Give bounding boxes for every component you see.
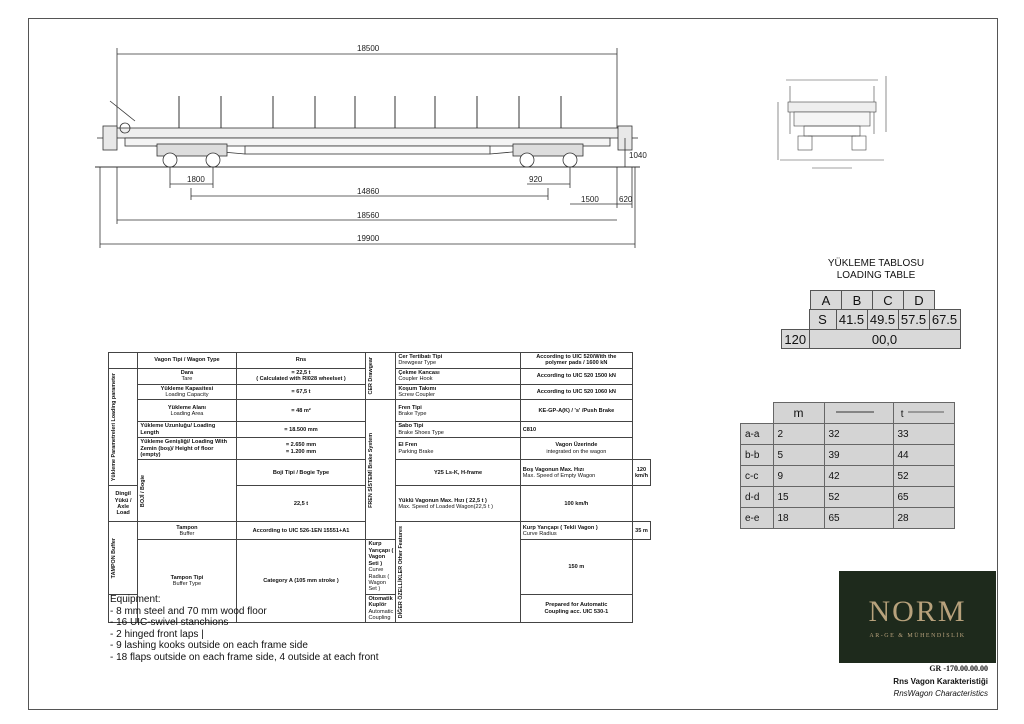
spec-bogie-type-value: Y25 Ls-K, H-frame <box>396 460 520 486</box>
spec-bogie-type: Boji Tipi / Bogie Type <box>236 460 366 486</box>
load-s-B: 49.5 <box>867 310 898 330</box>
equipment-item: - 18 flaps outside on each frame side, 4 outside at each front <box>110 651 379 663</box>
spec-loading-length-value: = 18.500 mm <box>236 422 366 438</box>
equipment-item: - 9 lashing kooks outside on each frame side <box>110 640 308 652</box>
spec-curve-set-value: 150 m <box>520 540 632 594</box>
load-row-120-label: 120 <box>782 330 810 349</box>
group-bogie: BOJİ / Bogie <box>138 460 236 522</box>
spec-brake-type: Fren Tipi Brake Type <box>396 400 520 422</box>
spec-tare-value: = 22,5 t ( Calculated with RI028 wheelset ) <box>236 368 366 384</box>
spec-buffer-value: According to UIC 526-1EN 15551+A1 <box>236 522 366 540</box>
m-table-cell-m: 18 <box>773 508 824 529</box>
spec-loading-length: Yükleme Uzunluğu/ Loading Length <box>138 422 236 438</box>
group-other: DİĞER ÖZELLİKLER Other Features <box>396 522 520 623</box>
group-brake: FREN SİSTEMİ Brake System <box>366 400 396 540</box>
loading-table-upper <box>810 290 935 310</box>
spec-speed-empty-value: 120 km/h <box>632 460 650 486</box>
load-head-A: A <box>811 291 842 310</box>
spec-parking-brake: El Fren Parking Brake <box>396 438 520 460</box>
m-table-cell-v2: 44 <box>893 445 954 466</box>
spec-capacity-value: = 67,5 t <box>236 384 366 400</box>
load-row-120-value: 00,0 <box>809 330 960 349</box>
spec-drawgear-type-value: According to UIC 520/With the polymer pads / 1600 kN <box>520 353 632 369</box>
load-row-blank <box>782 310 810 330</box>
spec-drawgear-type: Cer Tertibatı Tipi Drewgear Type <box>396 353 520 369</box>
spec-curve-single: Kurp Yarıçapı ( Tekli Vagon ) Curve Radius <box>520 522 632 540</box>
dim-bogie-centres: 14860 <box>357 187 380 196</box>
m-table-head-m: m <box>773 403 824 424</box>
group-loading: Yükleme Parametreleri Loading parameter <box>109 368 138 486</box>
dim-overall-loading-length: 18500 <box>357 44 380 53</box>
load-head-B: B <box>842 291 873 310</box>
m-table-cell-v1: 52 <box>824 487 893 508</box>
spec-auto-coupling: Otomatik Kuplör Automatic Coupling <box>366 594 396 623</box>
spec-brake-type-value: KE-GP-A(K) / 's' /Push Brake <box>520 400 632 422</box>
wagon-end-view-drawing <box>768 72 896 176</box>
load-head-D: D <box>904 291 935 310</box>
dim-frame-length: 18560 <box>357 211 380 220</box>
dim-length-over-buffers: 19900 <box>357 234 380 243</box>
load-head-C: C <box>873 291 904 310</box>
m-table-cell-label: d-d <box>741 487 774 508</box>
m-table-head-t2 <box>893 403 954 424</box>
spec-curve-set: Kurp Yarıçapı ( Vagon Seti ) Curve Radius ( Wagon Set ) <box>366 540 396 594</box>
spec-auto-coupling-value: Prepared for Automatic Coupling acc. UIC 530-1 <box>520 594 632 623</box>
equipment-item: - 16 UIC-swivel stanchions <box>110 617 229 629</box>
m-table-cell-v2: 28 <box>893 508 954 529</box>
spec-screw-coupler: Koşum Takımı Screw Coupler <box>396 384 520 400</box>
spec-parking-brake-value: Vagon Üzerinde integrated on the wagon <box>520 438 632 460</box>
spec-header-value: Rns <box>236 353 366 369</box>
spec-speed-empty: Boş Vagonun Max. Hızı Max. Speed of Empty Wagon <box>520 460 632 486</box>
equipment-item: - 2 hinged front laps | <box>110 628 204 640</box>
line-symbol-icon <box>830 406 888 418</box>
dim-buffer: 620 <box>619 195 633 204</box>
spec-area: Yükleme Alanı Loading Area <box>138 400 236 422</box>
m-table-cell-label: c-c <box>741 466 774 487</box>
m-table <box>740 402 955 529</box>
spec-table <box>108 352 651 623</box>
spec-loading-width-value: = 2.650 mm = 1.200 mm <box>236 438 366 460</box>
m-table-head-t-label: t <box>900 408 904 420</box>
m-table-cell-v2: 33 <box>893 424 954 445</box>
m-table-cell-v1: 39 <box>824 445 893 466</box>
load-row-s-label: S <box>809 310 836 330</box>
dim-overhang: 1500 <box>581 195 599 204</box>
m-table-row <box>741 445 955 466</box>
m-table-row <box>741 466 955 487</box>
m-table-cell-m: 9 <box>773 466 824 487</box>
wagon-side-elevation-drawing <box>95 36 655 256</box>
spec-coupler-hook-value: According to UIC 520 1500 kN <box>520 368 632 384</box>
spec-speed-loaded-value: 100 km/h <box>520 486 632 522</box>
m-table-row <box>741 508 955 529</box>
spec-area-value: = 48 m² <box>236 400 366 422</box>
drawing-title-tr: Rns Vagon Karakteristiği <box>893 677 988 686</box>
equipment-item: - 8 mm steel and 70 mm wood floor <box>110 605 267 617</box>
norm-logo <box>839 571 996 663</box>
logo-name: NORM <box>868 595 967 628</box>
spec-axle-load-value: 22,5 t <box>236 486 366 522</box>
dim-axle-spacing-left: 1800 <box>187 175 205 184</box>
spec-tare: Dara Tare <box>138 368 236 384</box>
loading-table-title-en: LOADING TABLE <box>836 270 916 281</box>
spec-coupler-hook: Çekme Kancası Coupler Hook <box>396 368 520 384</box>
load-s-D: 67.5 <box>929 310 960 330</box>
spec-header-label: Vagon Tipi / Wagon Type <box>138 353 236 369</box>
m-table-cell-m: 15 <box>773 487 824 508</box>
span-arrow-icon <box>906 407 946 417</box>
drawing-code: GR -170.00.00.00 <box>929 664 988 673</box>
spec-loading-width: Yükleme Genişliği/ Loading With Zemin (boş)/ Height of floor (empty) <box>138 438 236 460</box>
m-table-head-t <box>824 403 893 424</box>
equipment-list <box>110 594 379 664</box>
spec-buffer: Tampon Buffer <box>138 522 236 540</box>
m-table-row <box>741 487 955 508</box>
group-drawgear: CER Drawgear <box>366 353 396 400</box>
m-table-cell-v2: 65 <box>893 487 954 508</box>
logo-subtitle: AR-GE & MÜHENDİSLİK <box>869 633 966 639</box>
loading-table-lower <box>781 309 961 349</box>
spec-speed-loaded: Yüklü Vagonun Max. Hızı ( 22,5 t ) Max. Speed of Loaded Wagon(22,5 t ) <box>396 486 520 522</box>
spec-buffer-type-value: Category A (105 mm stroke ) <box>236 540 366 623</box>
spec-curve-single-value: 35 m <box>632 522 650 540</box>
load-s-C: 57.5 <box>898 310 929 330</box>
spec-axle-load: Dingil Yükü / Axle Load <box>109 486 138 522</box>
drawing-title-en: RnsWagon Characteristics <box>893 689 988 698</box>
m-table-cell-label: a-a <box>741 424 774 445</box>
load-s-A: 41.5 <box>836 310 867 330</box>
spec-brake-shoes: Sabo Tipi Brake Shoes Type <box>396 422 520 438</box>
equipment-title: Equipment: <box>110 594 161 605</box>
m-table-cell-m: 2 <box>773 424 824 445</box>
dim-height: 1040 <box>629 151 647 160</box>
group-buffer: TAMPON Buffer <box>109 522 138 594</box>
spec-brake-shoes-value: C810 <box>520 422 632 438</box>
loading-table-title-tr: YÜKLEME TABLOSU <box>827 258 925 269</box>
dim-axle-offset: 920 <box>529 175 543 184</box>
m-table-cell-v1: 65 <box>824 508 893 529</box>
loading-table-title <box>806 258 946 282</box>
spec-buffer-type: Tampon Tipi Buffer Type <box>138 540 236 623</box>
m-table-row <box>741 424 955 445</box>
m-table-cell-v1: 42 <box>824 466 893 487</box>
spec-capacity: Yükleme Kapasitesi Loading Capacity <box>138 384 236 400</box>
m-table-cell-v2: 52 <box>893 466 954 487</box>
m-table-cell-label: e-e <box>741 508 774 529</box>
m-table-cell-label: b-b <box>741 445 774 466</box>
m-table-cell-v1: 32 <box>824 424 893 445</box>
spec-screw-coupler-value: According to UIC 520 1060 kN <box>520 384 632 400</box>
m-table-cell-m: 5 <box>773 445 824 466</box>
